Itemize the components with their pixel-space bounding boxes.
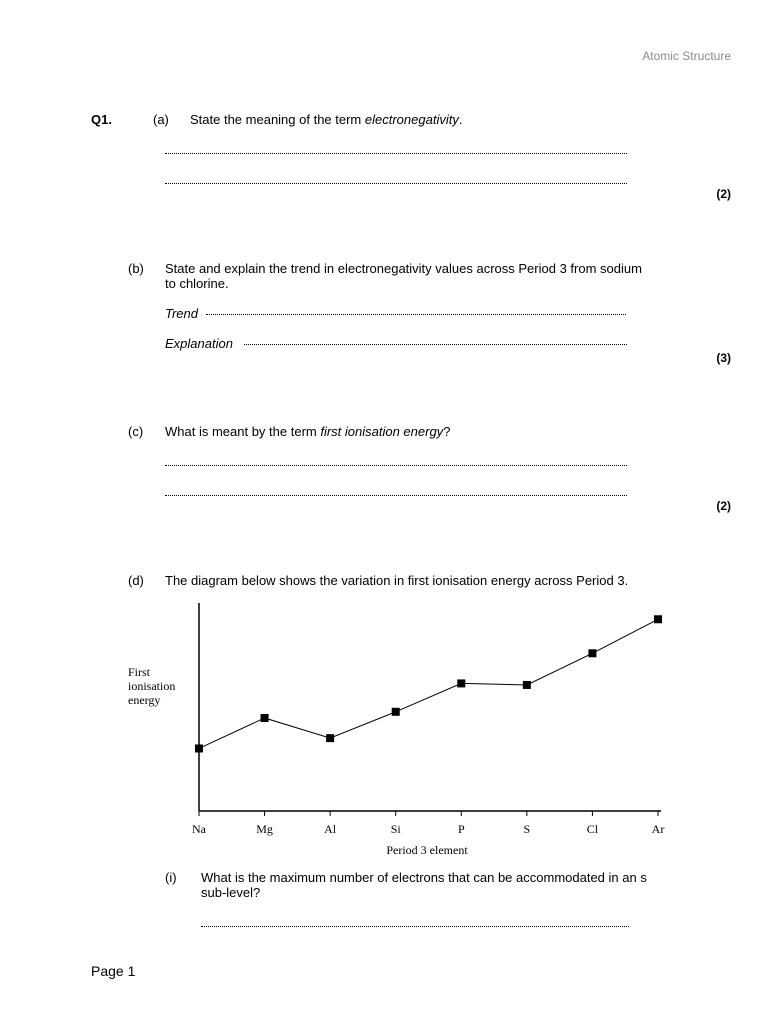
ylabel-line: ionisation <box>128 679 176 693</box>
part-b-line1: State and explain the trend in electronegativity values across Period 3 from sodium <box>165 261 642 276</box>
part-a-term: electronegativity <box>364 112 459 127</box>
part-d-label: (d) <box>128 573 144 588</box>
ionisation-energy-chart <box>120 598 680 860</box>
part-d-i-line2: sub-level? <box>201 885 261 900</box>
chart-points <box>195 615 662 752</box>
data-point-al <box>326 734 334 742</box>
trend-label: Trend <box>165 306 198 321</box>
header-title: Atomic Structure <box>642 49 731 63</box>
part-d-i-line1: What is the maximum number of electrons that can be accommodated in an s <box>201 870 647 885</box>
tick-label-ar: Ar <box>651 822 665 836</box>
part-a-label: (a) <box>153 112 169 127</box>
series-line <box>199 619 658 748</box>
part-a-marks: (2) <box>716 187 731 201</box>
part-a-question <box>190 112 462 128</box>
chart-axes <box>199 603 661 816</box>
data-point-ar <box>654 615 662 623</box>
data-point-p <box>457 679 465 687</box>
tick-label-na: Na <box>192 822 206 836</box>
data-point-si <box>392 708 400 716</box>
trend-answer-line[interactable] <box>206 312 626 315</box>
tick-label-s: S <box>523 822 531 836</box>
part-b-label: (b) <box>128 261 144 276</box>
part-d-i-label: (i) <box>165 870 177 885</box>
part-a-text-before: State the meaning of the term <box>190 112 365 127</box>
answer-line[interactable] <box>165 181 627 184</box>
part-a-text-after: . <box>458 112 463 127</box>
question-number: Q1. <box>91 112 112 127</box>
part-c-marks: (2) <box>716 499 731 513</box>
part-c-label: (c) <box>128 424 144 439</box>
explanation-label: Explanation <box>165 336 233 351</box>
chart-ylabel <box>128 665 175 707</box>
tick-label-cl: Cl <box>586 822 599 836</box>
tick-label-si: Si <box>390 822 401 836</box>
tick-label-p: P <box>457 822 465 836</box>
part-d-text: The diagram below shows the variation in first ionisation energy across Period 3. <box>165 573 629 588</box>
explanation-answer-line[interactable] <box>244 342 627 345</box>
tick-label-mg: Mg <box>256 822 273 836</box>
part-c-text-after: ? <box>443 424 451 439</box>
data-point-na <box>195 744 203 752</box>
chart-tick-labels <box>192 822 664 836</box>
ylabel-line: First <box>128 665 151 679</box>
part-c-text-before: What is meant by the term <box>165 424 321 439</box>
part-c-term: first ionisation energy <box>320 424 444 439</box>
answer-line[interactable] <box>165 463 627 466</box>
data-point-mg <box>261 714 269 722</box>
chart-xlabel: Period 3 element <box>386 843 468 857</box>
chart-series-line <box>199 619 658 748</box>
data-point-cl <box>588 649 596 657</box>
part-b-line2: to chlorine. <box>165 276 229 291</box>
answer-line[interactable] <box>165 493 627 496</box>
answer-line[interactable] <box>165 151 627 154</box>
part-b-marks: (3) <box>716 351 731 365</box>
page-number: Page 1 <box>91 963 136 979</box>
data-point-s <box>523 681 531 689</box>
answer-line[interactable] <box>201 924 629 927</box>
tick-label-al: Al <box>324 822 337 836</box>
part-c-question <box>165 424 450 440</box>
ylabel-line: energy <box>128 693 161 707</box>
